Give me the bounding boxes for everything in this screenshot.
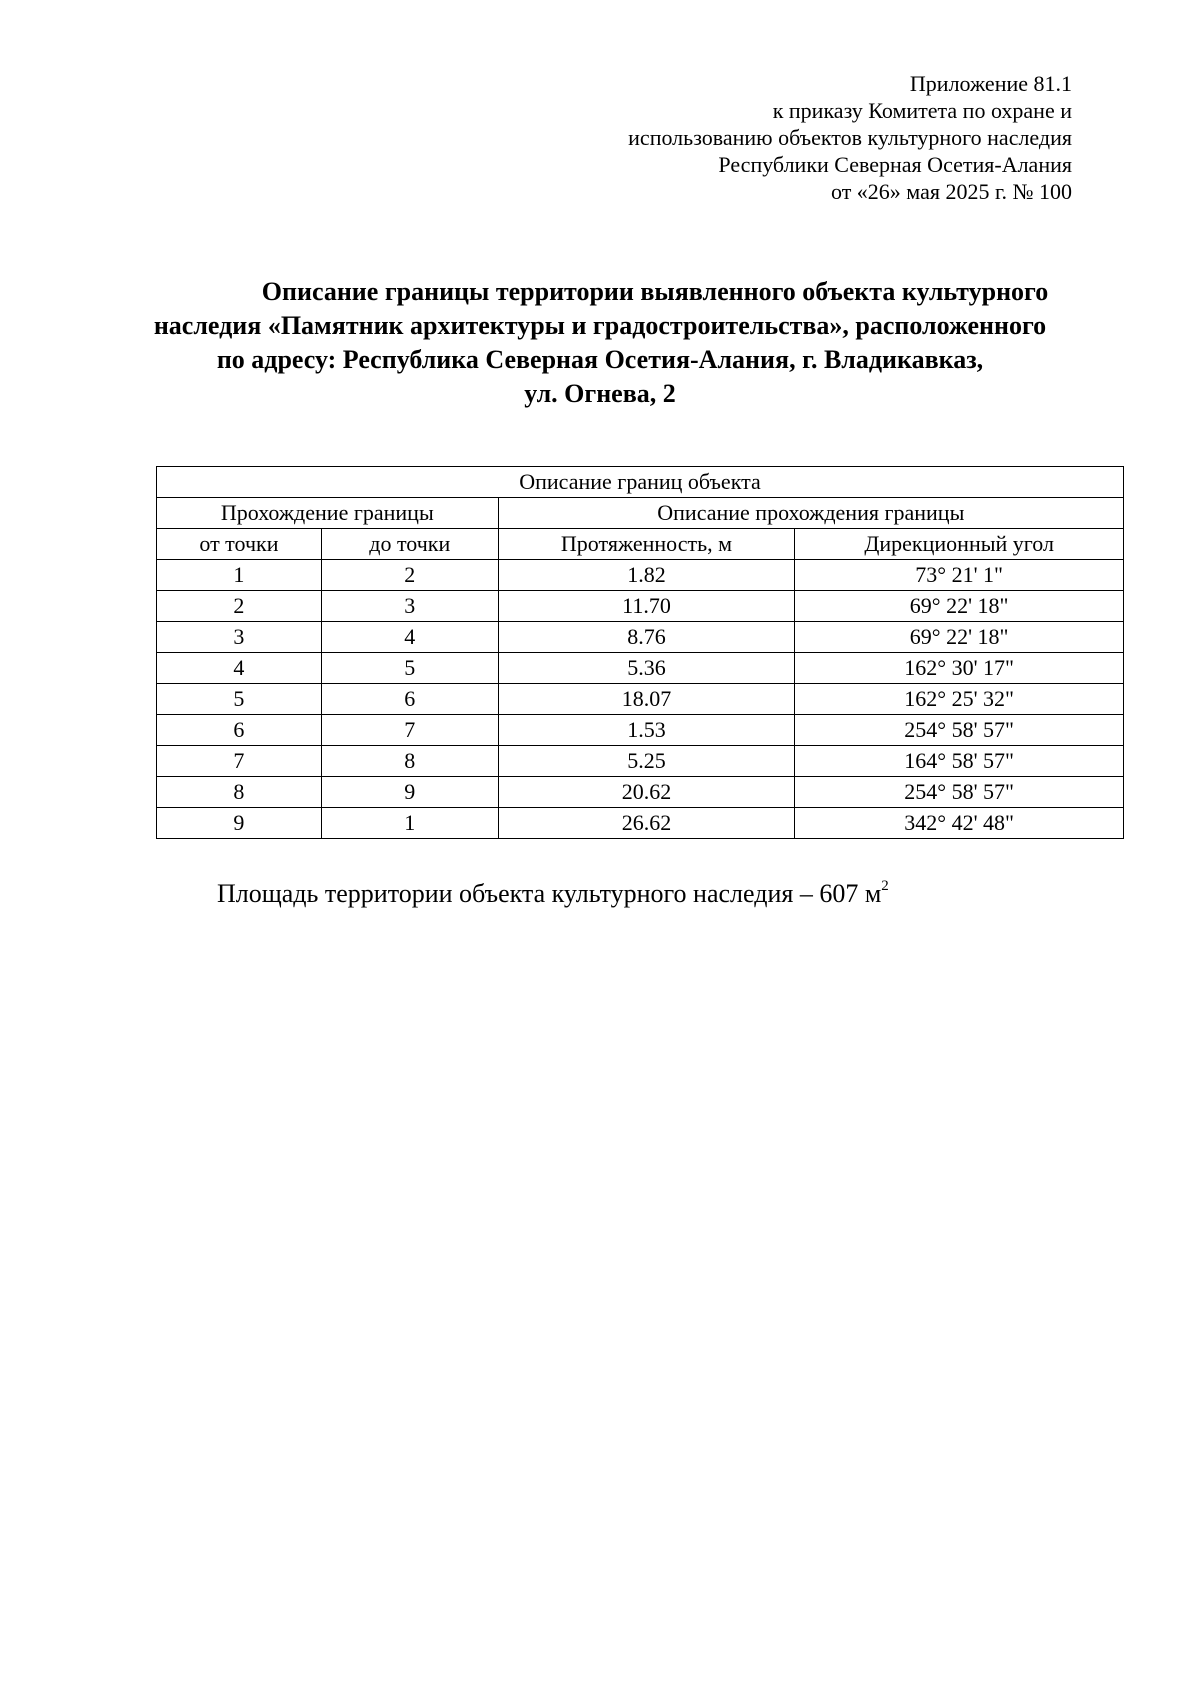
cell-length: 18.07 (498, 684, 795, 715)
appendix-line: Приложение 81.1 (909, 71, 1072, 96)
group-header-description: Описание прохождения границы (498, 498, 1123, 529)
appendix-line: к приказу Комитета по охране и (772, 98, 1072, 123)
title-line: по адресу: Республика Северная Осетия-Алания, г. Владикавказ, (216, 345, 984, 374)
table-row (157, 591, 1124, 622)
cell-length: 20.62 (498, 777, 795, 808)
cell-to-point: 4 (321, 622, 498, 653)
cell-length: 8.76 (498, 622, 795, 653)
cell-direction-angle: 69° 22' 18" (795, 622, 1124, 653)
title-line: ул. Огнева, 2 (524, 379, 676, 408)
cell-from-point: 5 (157, 684, 322, 715)
table-row (157, 653, 1124, 684)
column-header-to-point: до точки (321, 529, 498, 560)
cell-from-point: 9 (157, 808, 322, 839)
cell-direction-angle: 162° 30' 17" (795, 653, 1124, 684)
cell-to-point: 2 (321, 560, 498, 591)
cell-direction-angle: 69° 22' 18" (795, 591, 1124, 622)
cell-from-point: 8 (157, 777, 322, 808)
column-header-direction-angle: Дирекционный угол (795, 529, 1124, 560)
table-column-header-row (157, 529, 1124, 560)
cell-to-point: 1 (321, 808, 498, 839)
cell-to-point: 7 (321, 715, 498, 746)
table-caption: Описание границ объекта (157, 467, 1124, 498)
appendix-line: Республики Северная Осетия-Алания (718, 152, 1072, 177)
cell-length: 1.53 (498, 715, 795, 746)
table-row (157, 808, 1124, 839)
appendix-line: использованию объектов культурного наследия (628, 125, 1072, 150)
area-text: Площадь территории объекта культурного наследия – 607 м (217, 879, 882, 908)
cell-length: 5.36 (498, 653, 795, 684)
cell-from-point: 3 (157, 622, 322, 653)
table-row (157, 715, 1124, 746)
cell-to-point: 6 (321, 684, 498, 715)
table-row (157, 684, 1124, 715)
area-statement (217, 878, 889, 910)
table-row (157, 560, 1124, 591)
document-title (130, 275, 1070, 411)
cell-length: 26.62 (498, 808, 795, 839)
cell-length: 11.70 (498, 591, 795, 622)
cell-direction-angle: 164° 58' 57" (795, 746, 1124, 777)
cell-to-point: 9 (321, 777, 498, 808)
group-header-passage: Прохождение границы (157, 498, 499, 529)
table-row (157, 746, 1124, 777)
cell-direction-angle: 254° 58' 57" (795, 777, 1124, 808)
appendix-line: от «26» мая 2025 г. № 100 (830, 179, 1072, 204)
table-group-header-row (157, 498, 1124, 529)
cell-to-point: 5 (321, 653, 498, 684)
cell-direction-angle: 162° 25' 32" (795, 684, 1124, 715)
cell-length: 1.82 (498, 560, 795, 591)
area-unit-superscript: 2 (881, 878, 889, 894)
cell-direction-angle: 342° 42' 48" (795, 808, 1124, 839)
cell-direction-angle: 254° 58' 57" (795, 715, 1124, 746)
title-line: наследия «Памятник архитектуры и градостроительства», расположенного (153, 311, 1047, 340)
cell-direction-angle: 73° 21' 1" (795, 560, 1124, 591)
cell-from-point: 4 (157, 653, 322, 684)
table-row (157, 777, 1124, 808)
cell-length: 5.25 (498, 746, 795, 777)
cell-from-point: 2 (157, 591, 322, 622)
cell-to-point: 8 (321, 746, 498, 777)
column-header-from-point: от точки (157, 529, 322, 560)
appendix-block (628, 70, 1072, 205)
boundary-table (156, 466, 1124, 839)
cell-to-point: 3 (321, 591, 498, 622)
column-header-length: Протяженность, м (498, 529, 795, 560)
cell-from-point: 6 (157, 715, 322, 746)
table-row (157, 622, 1124, 653)
cell-from-point: 1 (157, 560, 322, 591)
title-line: Описание границы территории выявленного объекта культурного (261, 277, 1049, 306)
table-caption-row (157, 467, 1124, 498)
cell-from-point: 7 (157, 746, 322, 777)
